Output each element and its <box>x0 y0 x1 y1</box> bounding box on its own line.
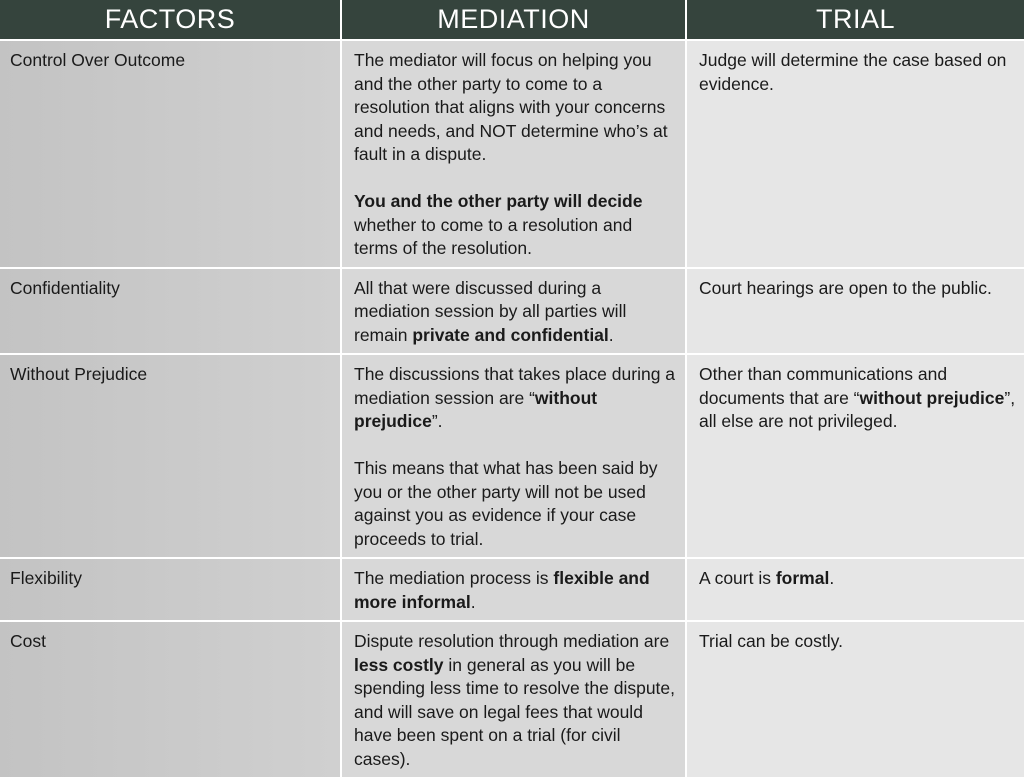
trial-cell <box>686 354 1024 558</box>
mediation-cell <box>341 354 686 558</box>
body-text: All that were discussed during a mediation session by all parties will remain <box>354 277 627 345</box>
header-factors: FACTORS <box>0 0 341 40</box>
body-text: . <box>829 568 835 588</box>
emphasis-text: private and confidential <box>412 324 609 345</box>
factor-cell: Flexibility <box>0 558 341 621</box>
factor-cell: Cost <box>0 621 341 778</box>
mediation-cell <box>341 558 686 621</box>
header-mediation: MEDIATION <box>341 0 686 40</box>
table-row-control-over-outcome <box>0 40 1024 268</box>
body-text: . <box>608 324 614 345</box>
header-trial: TRIAL <box>686 0 1024 40</box>
mediation-cell <box>341 268 686 355</box>
table-row-flexibility <box>0 558 1024 621</box>
body-text: in general as you will be spending less time to resolve the dispute, and will save on legal fees that would have been spent on a trial (for civil cases). <box>354 654 676 769</box>
body-text: whether to come to a resolution and terms of the resolution. <box>354 214 633 258</box>
factor-cell: Confidentiality <box>0 268 341 355</box>
body-text: Other than communications and documents that are “ <box>699 364 948 408</box>
emphasis-text: flexible and more informal <box>354 568 650 612</box>
factor-cell: Without Prejudice <box>0 354 341 558</box>
body-text: . <box>470 591 476 612</box>
body-text: ”, all else are not privileged. <box>699 387 1016 431</box>
body-text: The mediation process is <box>354 568 554 588</box>
mediation-paragraph: The mediator will focus on helping you and the other party to come to a resolution that aligns with your concerns and needs, and NOT determine who’s at fault in a dispute. <box>354 50 668 164</box>
factor-cell: Control Over Outcome <box>0 40 341 268</box>
emphasis-text: You and the other party will decide <box>354 191 643 211</box>
mediation-paragraph <box>354 363 677 434</box>
mediation-paragraph: This means that what has been said by you or the other party will not be used against you as evidence if your case proceeds to trial. <box>354 458 658 549</box>
body-text: ”. <box>431 411 443 431</box>
emphasis-text: without prejudice <box>354 387 598 431</box>
mediation-cell <box>341 621 686 778</box>
trial-cell: Court hearings are open to the public. <box>686 268 1024 355</box>
mediation-paragraph <box>354 190 677 261</box>
mediation-cell <box>341 40 686 268</box>
body-text: A court is <box>699 568 776 588</box>
emphasis-text: without prejudice <box>859 387 1005 408</box>
table-row-confidentiality <box>0 268 1024 355</box>
table-row-without-prejudice <box>0 354 1024 558</box>
emphasis-text: formal <box>775 568 830 588</box>
table-row-cost <box>0 621 1024 778</box>
trial-cell: Judge will determine the case based on evidence. <box>686 40 1024 268</box>
header-row <box>0 0 1024 40</box>
body-text: The discussions that takes place during a mediation session are “ <box>354 364 676 408</box>
emphasis-text: less costly <box>354 654 444 675</box>
trial-cell <box>686 558 1024 621</box>
trial-cell: Trial can be costly. <box>686 621 1024 778</box>
body-text: Dispute resolution through mediation are <box>354 631 670 651</box>
